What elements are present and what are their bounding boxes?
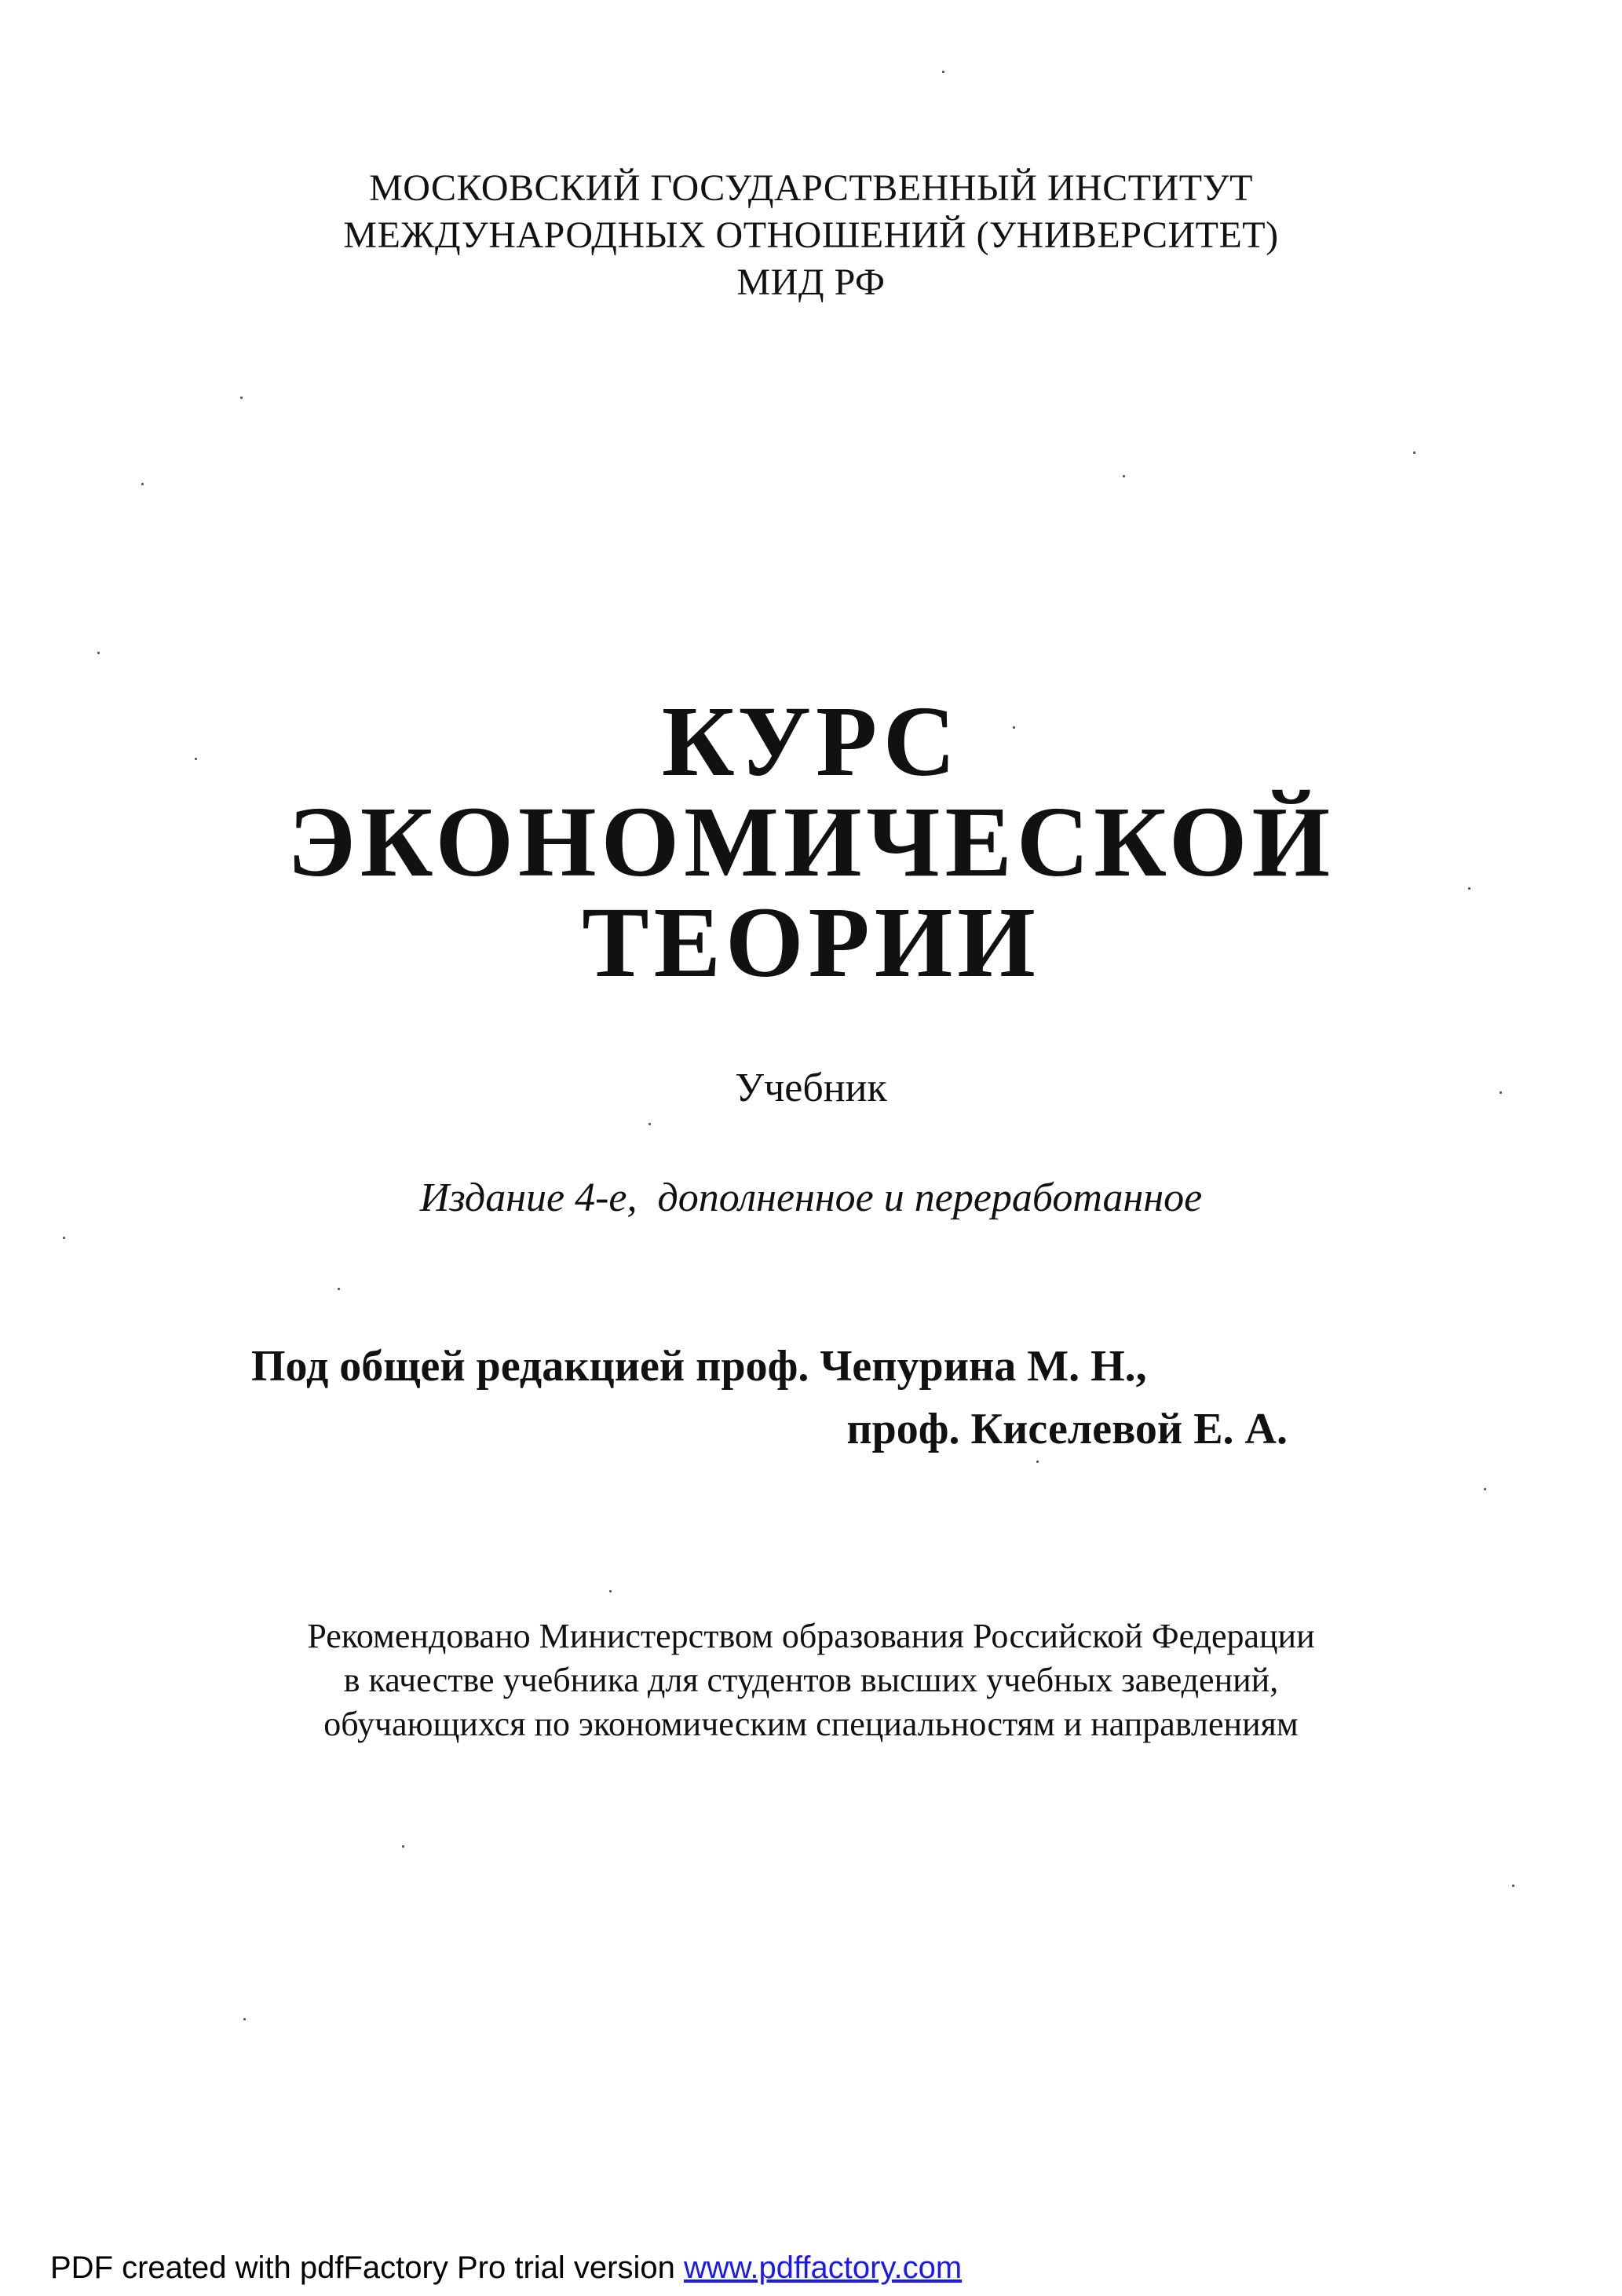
scan-speck bbox=[97, 652, 100, 654]
scan-speck bbox=[141, 483, 144, 485]
scan-speck bbox=[648, 1123, 651, 1125]
footer-link[interactable]: www.pdffactory.com bbox=[683, 2250, 963, 2285]
institution-line-2: МЕЖДУНАРОДНЫХ ОТНОШЕНИЙ (УНИВЕРСИТЕТ) bbox=[343, 214, 1279, 256]
scan-speck bbox=[1468, 887, 1470, 890]
scan-speck bbox=[240, 397, 243, 399]
scan-speck bbox=[609, 1590, 612, 1592]
recommendation-line-3: обучающихся по экономическим специальностям и направлениям bbox=[323, 1705, 1299, 1743]
institution-header bbox=[0, 165, 1622, 306]
recommendation-line-1: Рекомендовано Министерством образования Российской Федерации bbox=[307, 1617, 1315, 1655]
editors-line-1: Под общей редакцией проф. Чепурина М. Н., bbox=[251, 1342, 1147, 1391]
scan-speck bbox=[1013, 726, 1015, 729]
scan-speck bbox=[942, 71, 944, 73]
edition-note: Издание 4-е, дополненное и переработанное bbox=[419, 1175, 1203, 1220]
recommendation-line-2: в качестве учебника для студентов высших учебных заведений, bbox=[343, 1661, 1279, 1699]
scan-speck bbox=[1123, 475, 1125, 477]
editors-line-2: проф. Киселевой Е. А. bbox=[846, 1405, 1288, 1453]
scan-speck bbox=[402, 1845, 404, 1848]
scan-speck bbox=[243, 2018, 246, 2020]
scan-speck bbox=[1484, 1488, 1486, 1490]
book-title-line-1: КУРС bbox=[661, 686, 961, 797]
institution-line-1: МОСКОВСКИЙ ГОСУДАРСТВЕННЫЙ ИНСТИТУТ bbox=[369, 167, 1253, 209]
book-title-line-2: ЭКОНОМИЧЕСКОЙ bbox=[287, 786, 1335, 898]
scan-speck bbox=[195, 758, 197, 760]
pdf-footer bbox=[50, 2249, 962, 2287]
book-title bbox=[0, 686, 1622, 998]
recommendation-block bbox=[0, 1614, 1622, 1746]
scan-speck bbox=[338, 1288, 340, 1290]
scan-speck bbox=[63, 1237, 65, 1239]
editors-block bbox=[251, 1335, 1319, 1461]
scan-speck bbox=[1512, 1885, 1514, 1887]
institution-line-3: МИД РФ bbox=[736, 261, 886, 303]
book-title-line-3: ТЕОРИИ bbox=[582, 887, 1040, 998]
footer-text: PDF created with pdfFactory Pro trial version bbox=[50, 2250, 684, 2285]
book-subtitle: Учебник bbox=[735, 1066, 887, 1110]
scan-speck bbox=[1500, 1091, 1502, 1094]
scan-speck bbox=[1413, 452, 1416, 454]
scan-speck bbox=[1036, 1461, 1039, 1463]
